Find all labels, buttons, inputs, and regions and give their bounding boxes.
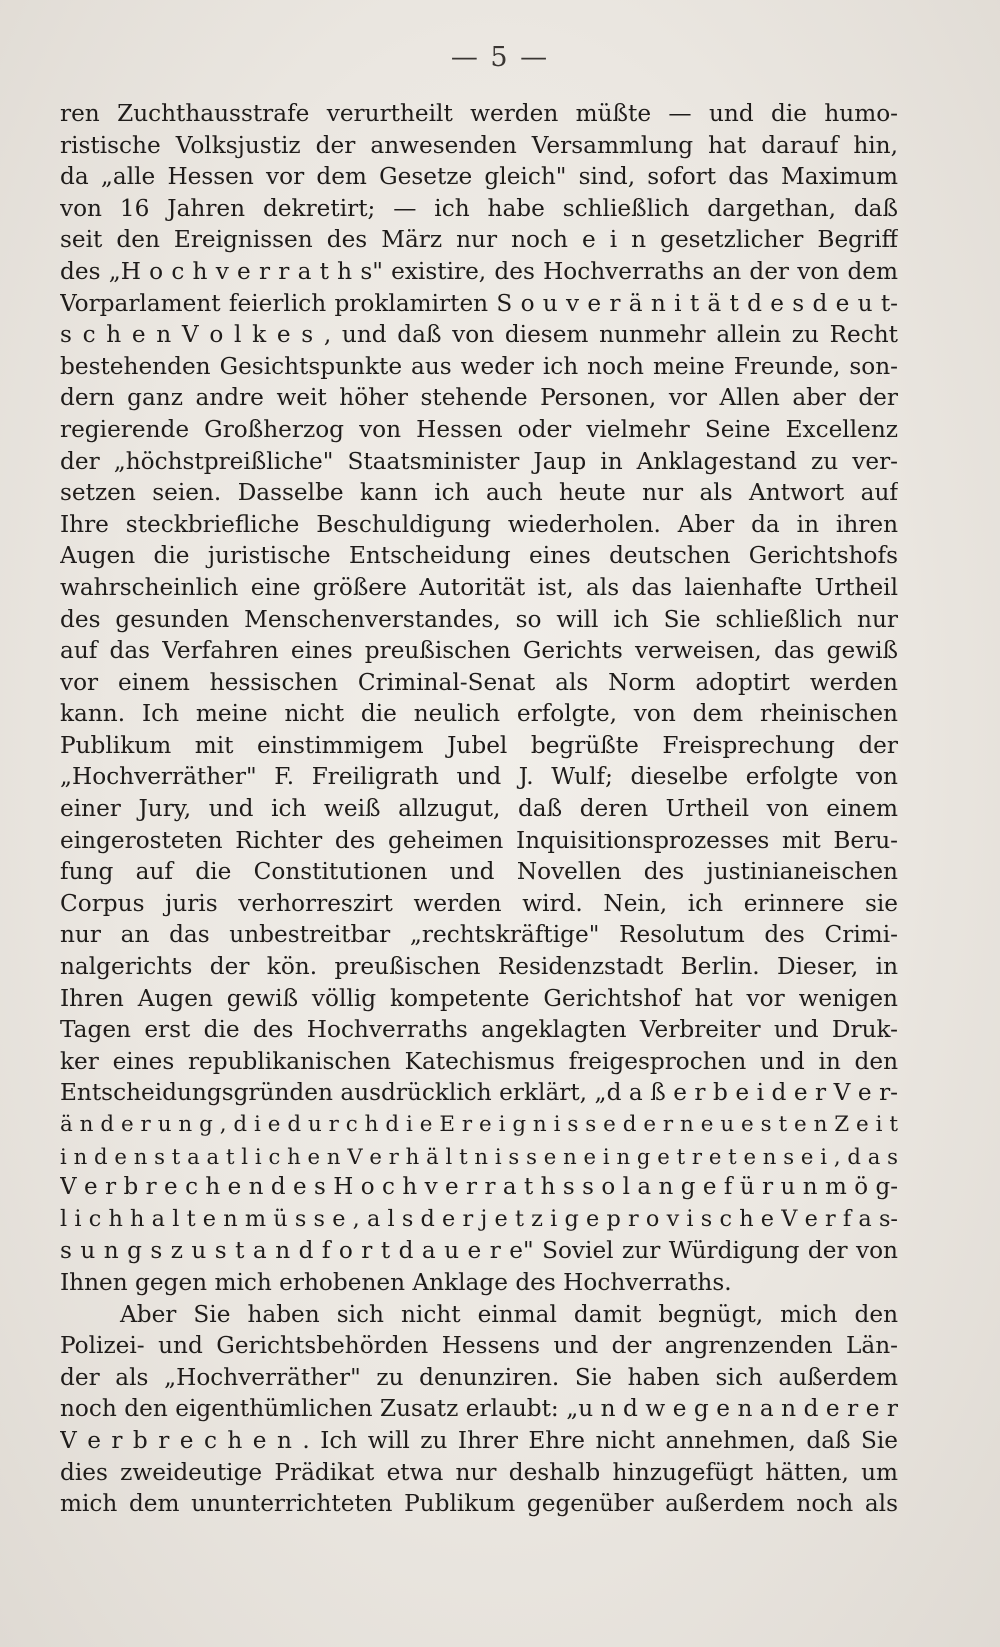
text-line: von 16 Jahren dekretirt; — ich habe schließlich dargethan, daß bbox=[60, 194, 898, 222]
text-line: Tagen erst die des Hochverraths angeklagten Verbreiter und Druk- bbox=[60, 1016, 898, 1044]
text-line: des gesunden Menschenverstandes, so will ich Sie schließlich nur bbox=[60, 605, 898, 633]
text-line: ker eines republikanischen Katechismus freigesprochen und in den bbox=[60, 1047, 898, 1075]
text-line: ä n d e r u n g , d i e d u r c h d i e E r e i g n i s s e d e r n e u e s t e n Z e i t bbox=[60, 1112, 898, 1137]
text-line: fung auf die Constitutionen und Novellen des justinianeischen bbox=[60, 858, 898, 886]
text-line: Ihren Augen gewiß völlig kompetente Gerichtshof hat vor wenigen bbox=[60, 984, 898, 1012]
text-line: da „alle Hessen vor dem Gesetze gleich" sind, sofort das Maximum bbox=[60, 163, 898, 191]
text-line: s c h e n V o l k e s , und daß von diesem nunmehr allein zu Recht bbox=[60, 321, 898, 349]
text-line: dern ganz andre weit höher stehende Personen, vor Allen aber der bbox=[60, 384, 898, 412]
text-line: „Hochverräther" F. Freiligrath und J. Wulf; dieselbe erfolgte von bbox=[60, 763, 898, 791]
text-line: regierende Großherzog von Hessen oder vielmehr Seine Excellenz bbox=[60, 415, 898, 443]
text-line: Polizei- und Gerichtsbehörden Hessens und der angrenzenden Län- bbox=[60, 1332, 898, 1360]
text-line: der als „Hochverräther" zu denunziren. Sie haben sich außerdem bbox=[60, 1363, 898, 1391]
body-text bbox=[60, 98, 898, 1520]
text-line: Entscheidungsgründen ausdrücklich erklärt, „d a ß e r b e i d e r V e r- bbox=[60, 1079, 898, 1107]
text-line: Corpus juris verhorreszirt werden wird. Nein, ich erinnere sie bbox=[60, 889, 898, 917]
text-line: bestehenden Gesichtspunkte aus weder ich noch meine Freunde, son- bbox=[60, 352, 898, 380]
text-line: dies zweideutige Prädikat etwa nur deshalb hinzugefügt hätten, um bbox=[60, 1458, 898, 1486]
text-line: eingerosteten Richter des geheimen Inquisitionsprozesses mit Beru- bbox=[60, 826, 898, 854]
text-line: nalgerichts der kön. preußischen Residenzstadt Berlin. Dieser, in bbox=[60, 953, 898, 981]
text-line: Publikum mit einstimmigem Jubel begrüßte Freisprechung der bbox=[60, 731, 898, 759]
text-line: auf das Verfahren eines preußischen Gerichts verweisen, das gewiß bbox=[60, 637, 898, 665]
text-line: der „höchstpreißliche" Staatsminister Jaup in Anklagestand zu ver- bbox=[60, 447, 898, 475]
text-line: seit den Ereignissen des März nur noch e i n gesetzlicher Begriff bbox=[60, 226, 898, 254]
text-line: ristische Volksjustiz der anwesenden Versammlung hat darauf hin, bbox=[60, 131, 898, 159]
page-number: — 5 — bbox=[450, 42, 550, 73]
text-line: Augen die juristische Entscheidung eines deutschen Gerichtshofs bbox=[60, 542, 898, 570]
text-line: vor einem hessischen Criminal-Senat als Norm adoptirt werden bbox=[60, 668, 898, 696]
text-line: s u n g s z u s t a n d f o r t d a u e r e" Soviel zur Würdigung der von bbox=[60, 1237, 898, 1265]
text-line: mich dem ununterrichteten Publikum gegenüber außerdem noch als bbox=[60, 1490, 898, 1518]
text-line: des „H o c h v e r r a t h s" existire, des Hochverraths an der von dem bbox=[60, 257, 898, 285]
text-line: l i c h h a l t e n m ü s s e , a l s d e r j e t z i g e p r o v i s c h e V e r f a s- bbox=[60, 1205, 898, 1232]
text-line: nur an das unbestreitbar „rechtskräftige" Resolutum des Crimi- bbox=[60, 921, 898, 949]
text-line: einer Jury, und ich weiß allzugut, daß deren Urtheil von einem bbox=[60, 795, 898, 823]
text-line: V e r b r e c h e n . Ich will zu Ihrer Ehre nicht annehmen, daß Sie bbox=[60, 1426, 898, 1454]
text-line: Vorparlament feierlich proklamirten S o u v e r ä n i t ä t d e s d e u t- bbox=[60, 289, 898, 317]
text-line: i n d e n s t a a t l i c h e n V e r h ä l t n i s s e n e i n g e t r e t e n s e i , d a s bbox=[60, 1143, 898, 1169]
text-line: setzen seien. Dasselbe kann ich auch heute nur als Antwort auf bbox=[60, 479, 898, 507]
text-line: wahrscheinlich eine größere Autorität ist, als das laienhafte Urtheil bbox=[60, 573, 898, 601]
text-line: Ihnen gegen mich erhobenen Anklage des Hochverraths. bbox=[60, 1268, 732, 1296]
text-line: ren Zuchthausstrafe verurtheilt werden müßte — und die humo- bbox=[60, 100, 898, 127]
text-line: Ihre steckbriefliche Beschuldigung wiederholen. Aber da in ihren bbox=[60, 510, 898, 538]
text-line: V e r b r e c h e n d e s H o c h v e r r a t h s s o l a n g e f ü r u n m ö g- bbox=[60, 1174, 898, 1201]
text-line: Aber Sie haben sich nicht einmal damit begnügt, mich den bbox=[120, 1300, 898, 1328]
text-line: kann. Ich meine nicht die neulich erfolgte, von dem rheinischen bbox=[60, 700, 898, 728]
text-line: noch den eigenthümlichen Zusatz erlaubt: „u n d w e g e n a n d e r e r bbox=[60, 1395, 898, 1423]
